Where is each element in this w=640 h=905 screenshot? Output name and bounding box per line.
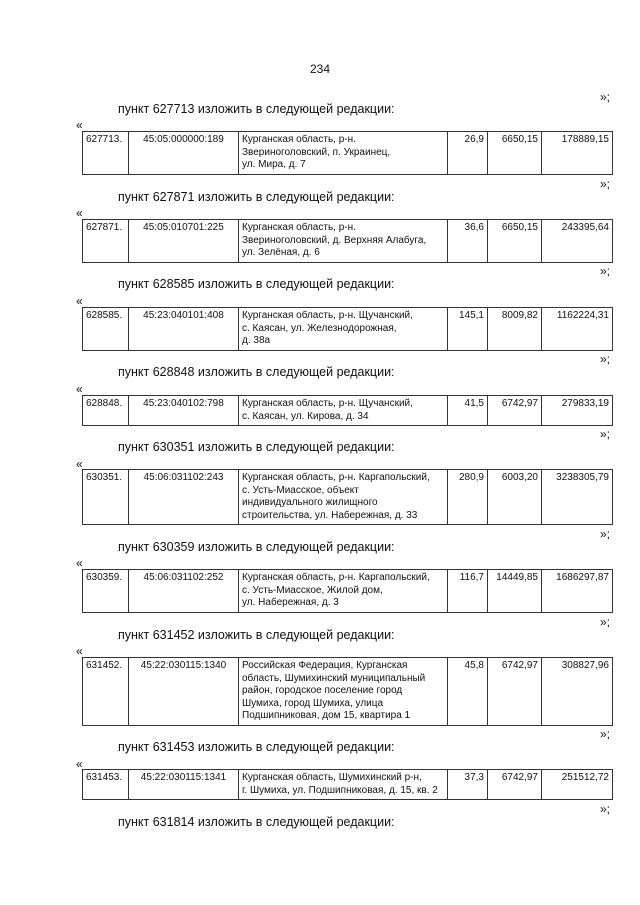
closing-quote-mark: »;: [599, 615, 610, 629]
area-value: 145,1: [448, 308, 488, 351]
record-table: [82, 469, 613, 525]
opening-quote-mark: «: [76, 457, 83, 471]
section-heading: пункт 630359 изложить в следующей редакции:: [118, 540, 395, 554]
total-value: 251512,72: [542, 770, 613, 800]
record-table: [82, 769, 613, 800]
record-table: [82, 395, 613, 426]
address-line: Курганская область, р-н. Щучанский,: [242, 398, 413, 409]
address-cell: [239, 308, 448, 351]
closing-quote-mark: »;: [599, 352, 610, 366]
table-row: [83, 220, 613, 263]
section-heading: пункт 631453 изложить в следующей редакции:: [118, 740, 395, 754]
cadastral-number: 45:05:010701:225: [129, 220, 239, 263]
opening-quote-mark: «: [76, 556, 83, 570]
opening-quote-mark: «: [76, 206, 83, 220]
area-value: 41,5: [448, 396, 488, 426]
page-number: 234: [309, 62, 331, 76]
record-table: [82, 219, 613, 263]
closing-quote-mark: »;: [599, 177, 610, 191]
cadastral-number: 45:22:030115:1340: [129, 658, 239, 726]
total-value: 1686297,87: [542, 570, 613, 613]
address-line: с. Каясан, ул. Железнодорожная,: [242, 322, 397, 334]
address-cell: [239, 470, 448, 525]
address-line: Российская Федерация, Курганская: [242, 660, 408, 671]
record-table: [82, 131, 613, 175]
section-heading: пункт 631814 изложить в следующей редакции:: [118, 815, 395, 829]
opening-quote-mark: «: [76, 644, 83, 658]
total-value: 308827,96: [542, 658, 613, 726]
section-heading: пункт 627871 изложить в следующей редакции:: [118, 190, 395, 204]
price-value: 8009,82: [488, 308, 542, 351]
address-line: с. Каясан, ул. Кирова, д. 34: [242, 410, 369, 422]
price-value: 6650,15: [488, 220, 542, 263]
area-value: 37,3: [448, 770, 488, 800]
address-line: Звериноголовский, п. Украинец,: [242, 146, 391, 158]
cadastral-number: 45:06:031102:252: [129, 570, 239, 613]
closing-quote-mark: »;: [599, 727, 610, 741]
address-line: г. Шумиха, ул. Подшипниковая, д. 15, кв. 2: [242, 784, 438, 796]
opening-quote-mark: «: [76, 294, 83, 308]
address-line: д. 38а: [242, 335, 271, 346]
address-line: Курганская область, р-н. Щучанский,: [242, 310, 413, 321]
cadastral-number: 45:06:031102:243: [129, 470, 239, 525]
price-value: 6003,20: [488, 470, 542, 525]
total-value: 178889,15: [542, 132, 613, 175]
row-number: 628585.: [83, 308, 129, 351]
address-line: строительства, ул. Набережная, д. 33: [242, 509, 418, 521]
record-table: [82, 657, 613, 726]
section-heading: пункт 628585 изложить в следующей редакции:: [118, 277, 395, 291]
area-value: 116,7: [448, 570, 488, 613]
cadastral-number: 45:23:040102:798: [129, 396, 239, 426]
price-value: 6650,15: [488, 132, 542, 175]
address-line: Курганская область, р-н. Каргапольский,: [242, 572, 430, 583]
address-line: Курганская область, р-н.: [242, 134, 356, 145]
area-value: 280,9: [448, 470, 488, 525]
table-row: [83, 570, 613, 613]
address-line: Курганская область, р-н. Каргапольский,: [242, 472, 430, 483]
closing-quote-mark: »;: [599, 90, 610, 104]
record-table: [82, 569, 613, 613]
row-number: 630351.: [83, 470, 129, 525]
section-heading: пункт 628848 изложить в следующей редакции:: [118, 365, 395, 379]
table-row: [83, 308, 613, 351]
address-cell: [239, 770, 448, 800]
table-row: [83, 396, 613, 426]
table-row: [83, 132, 613, 175]
record-table: [82, 307, 613, 351]
price-value: 14449,85: [488, 570, 542, 613]
section-heading: пункт 630351 изложить в следующей редакции:: [118, 440, 395, 454]
address-line: Курганская область, Шумихинский р-н,: [242, 772, 422, 783]
section-heading: пункт 627713 изложить в следующей редакции:: [118, 102, 395, 116]
address-line: ул. Зелёная, д. 6: [242, 247, 320, 258]
cadastral-number: 45:22:030115:1341: [129, 770, 239, 800]
address-line: район, городское поселение город: [242, 685, 403, 696]
address-line: Шумиха, город Шумиха, улица: [242, 697, 384, 709]
address-line: с. Усть-Миасское, объект: [242, 484, 359, 496]
opening-quote-mark: «: [76, 757, 83, 771]
row-number: 627713.: [83, 132, 129, 175]
row-number: 631452.: [83, 658, 129, 726]
opening-quote-mark: «: [76, 382, 83, 396]
closing-quote-mark: »;: [599, 264, 610, 278]
address-line: Подшипниковая, дом 15, квартира 1: [242, 710, 411, 721]
price-value: 6742,97: [488, 396, 542, 426]
address-cell: [239, 570, 448, 613]
total-value: 3238305,79: [542, 470, 613, 525]
row-number: 628848.: [83, 396, 129, 426]
address-line: ул. Набережная, д. 3: [242, 597, 339, 608]
address-line: ул. Мира, д. 7: [242, 159, 306, 170]
closing-quote-mark: »;: [599, 527, 610, 541]
address-line: Курганская область, р-н.: [242, 222, 356, 233]
area-value: 45,8: [448, 658, 488, 726]
address-cell: [239, 396, 448, 426]
row-number: 627871.: [83, 220, 129, 263]
cadastral-number: 45:23:040101:408: [129, 308, 239, 351]
area-value: 26,9: [448, 132, 488, 175]
price-value: 6742,97: [488, 770, 542, 800]
price-value: 6742,97: [488, 658, 542, 726]
table-row: [83, 470, 613, 525]
row-number: 630359.: [83, 570, 129, 613]
address-line: Звериноголовский, д. Верхняя Алабуга,: [242, 234, 427, 246]
address-line: область, Шумихинский муниципальный: [242, 672, 426, 684]
closing-quote-mark: »;: [599, 802, 610, 816]
address-cell: [239, 658, 448, 726]
address-line: индивидуального жилищного: [242, 497, 378, 508]
address-cell: [239, 132, 448, 175]
row-number: 631453.: [83, 770, 129, 800]
address-cell: [239, 220, 448, 263]
area-value: 36,6: [448, 220, 488, 263]
opening-quote-mark: «: [76, 118, 83, 132]
closing-quote-mark: »;: [599, 427, 610, 441]
table-row: [83, 770, 613, 800]
address-line: с. Усть-Миасское, Жилой дом,: [242, 584, 383, 596]
section-heading: пункт 631452 изложить в следующей редакции:: [118, 628, 395, 642]
cadastral-number: 45:05:000000:189: [129, 132, 239, 175]
total-value: 1162224,31: [542, 308, 613, 351]
table-row: [83, 658, 613, 726]
total-value: 243395,64: [542, 220, 613, 263]
total-value: 279833,19: [542, 396, 613, 426]
